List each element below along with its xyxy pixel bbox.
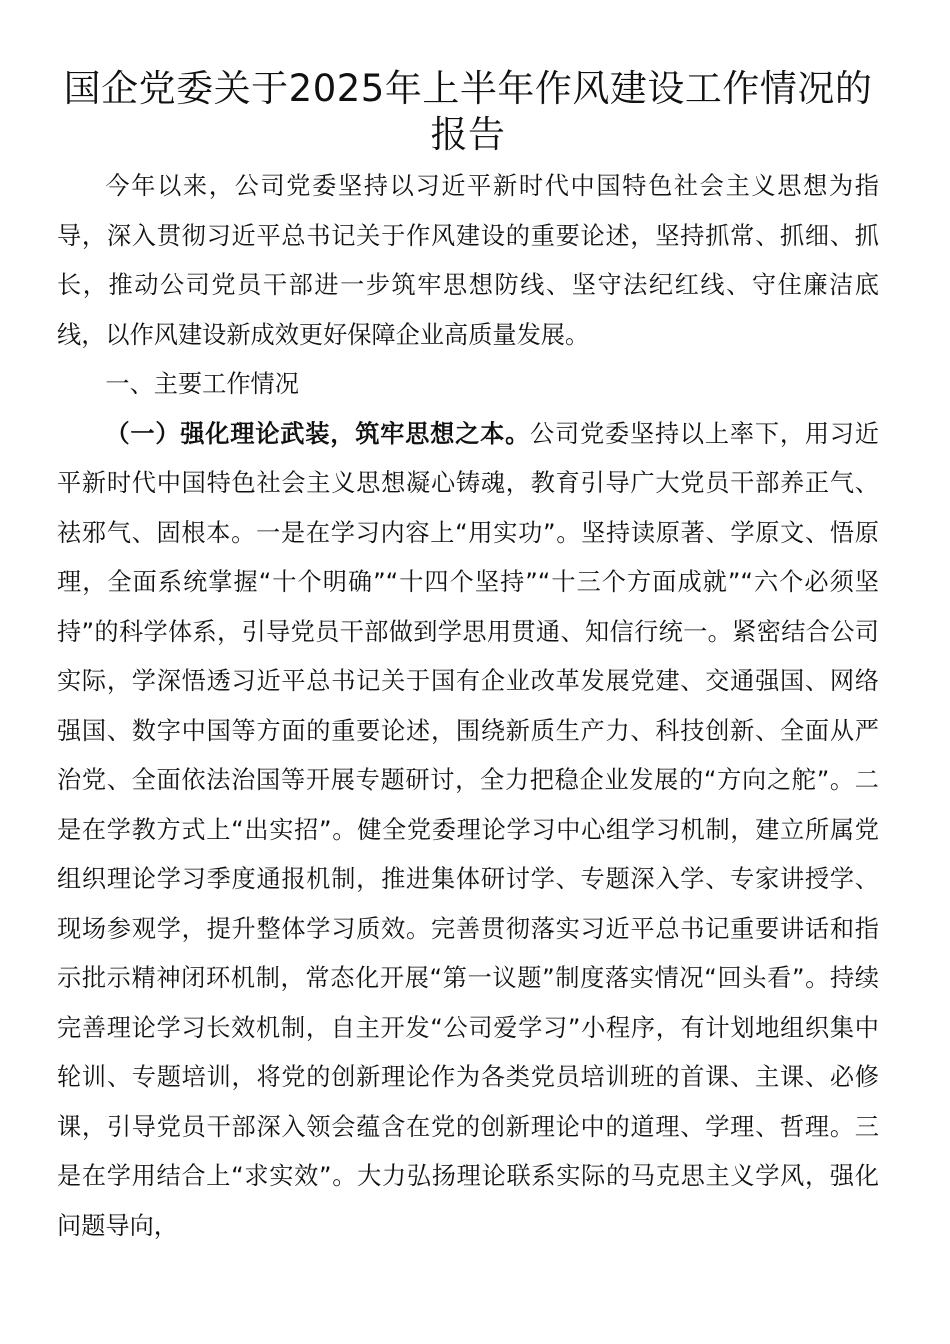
- document-title: 国企党委关于2025年上半年作风建设工作情况的报告: [63, 67, 873, 156]
- subsection-body: 公司党委坚持以上率下，用习近平新时代中国特色社会主义思想凝心铸魂，教育引导广大党员干部养正气、祛邪气、固根本。一是在学习内容上“用实功”。坚持读原著、学原文、悟原理，全面系统掌握“十个明确”“十四个坚持”“十三个方面成就”“六个必须坚持”的科学体系，引导党员干部做到学思用贯通、知信行统一。紧密结合公司实际，学深悟透习近平总书记关于国有企业改革发展党建、交通强国、网络强国、数字中国等方面的重要论述，围绕新质生产力、科技创新、全面从严治党、全面依法治国等开展专题研讨，全力把稳企业发展的“方向之舵”。二是在学教方式上“出实招”。健全党委理论学习中心组学习机制，建立所属党组织理论学习季度通报机制，推进集体研讨学、专题深入学、专家讲授学、现场参观学，提升整体学习质效。完善贯彻落实习近平总书记重要讲话和指示批示精神闭环机制，常态化开展“第一议题”制度落实情况“回头看”。持续完善理论学习长效机制，自主开发“公司爱学习”小程序，有计划地组织集中轮训、专题培训，将党的创新理论作为各类党员培训班的首课、主课、必修课，引导党员干部深入领会蕴含在党的创新理论中的道理、学理、哲理。三是在学用结合上“求实效”。大力弘扬理论联系实际的马克思主义学风，强化问题导向，: [57, 419, 879, 1240]
- intro-paragraph: 今年以来，公司党委坚持以习近平新时代中国特色社会主义思想为指导，深入贯彻习近平总书记关于作风建设的重要论述，坚持抓常、抓细、抓长，推动公司党员干部进一步筑牢思想防线、坚守法纪红线、守住廉洁底线，以作风建设新成效更好保障企业高质量发展。: [57, 172, 879, 349]
- document-page: [57, 66, 879, 1251]
- section-heading: 一、主要工作情况: [105, 370, 299, 398]
- subsection-lead: （一）强化理论武装，筑牢思想之本。: [105, 419, 531, 448]
- subsection-paragraph: [57, 410, 879, 1252]
